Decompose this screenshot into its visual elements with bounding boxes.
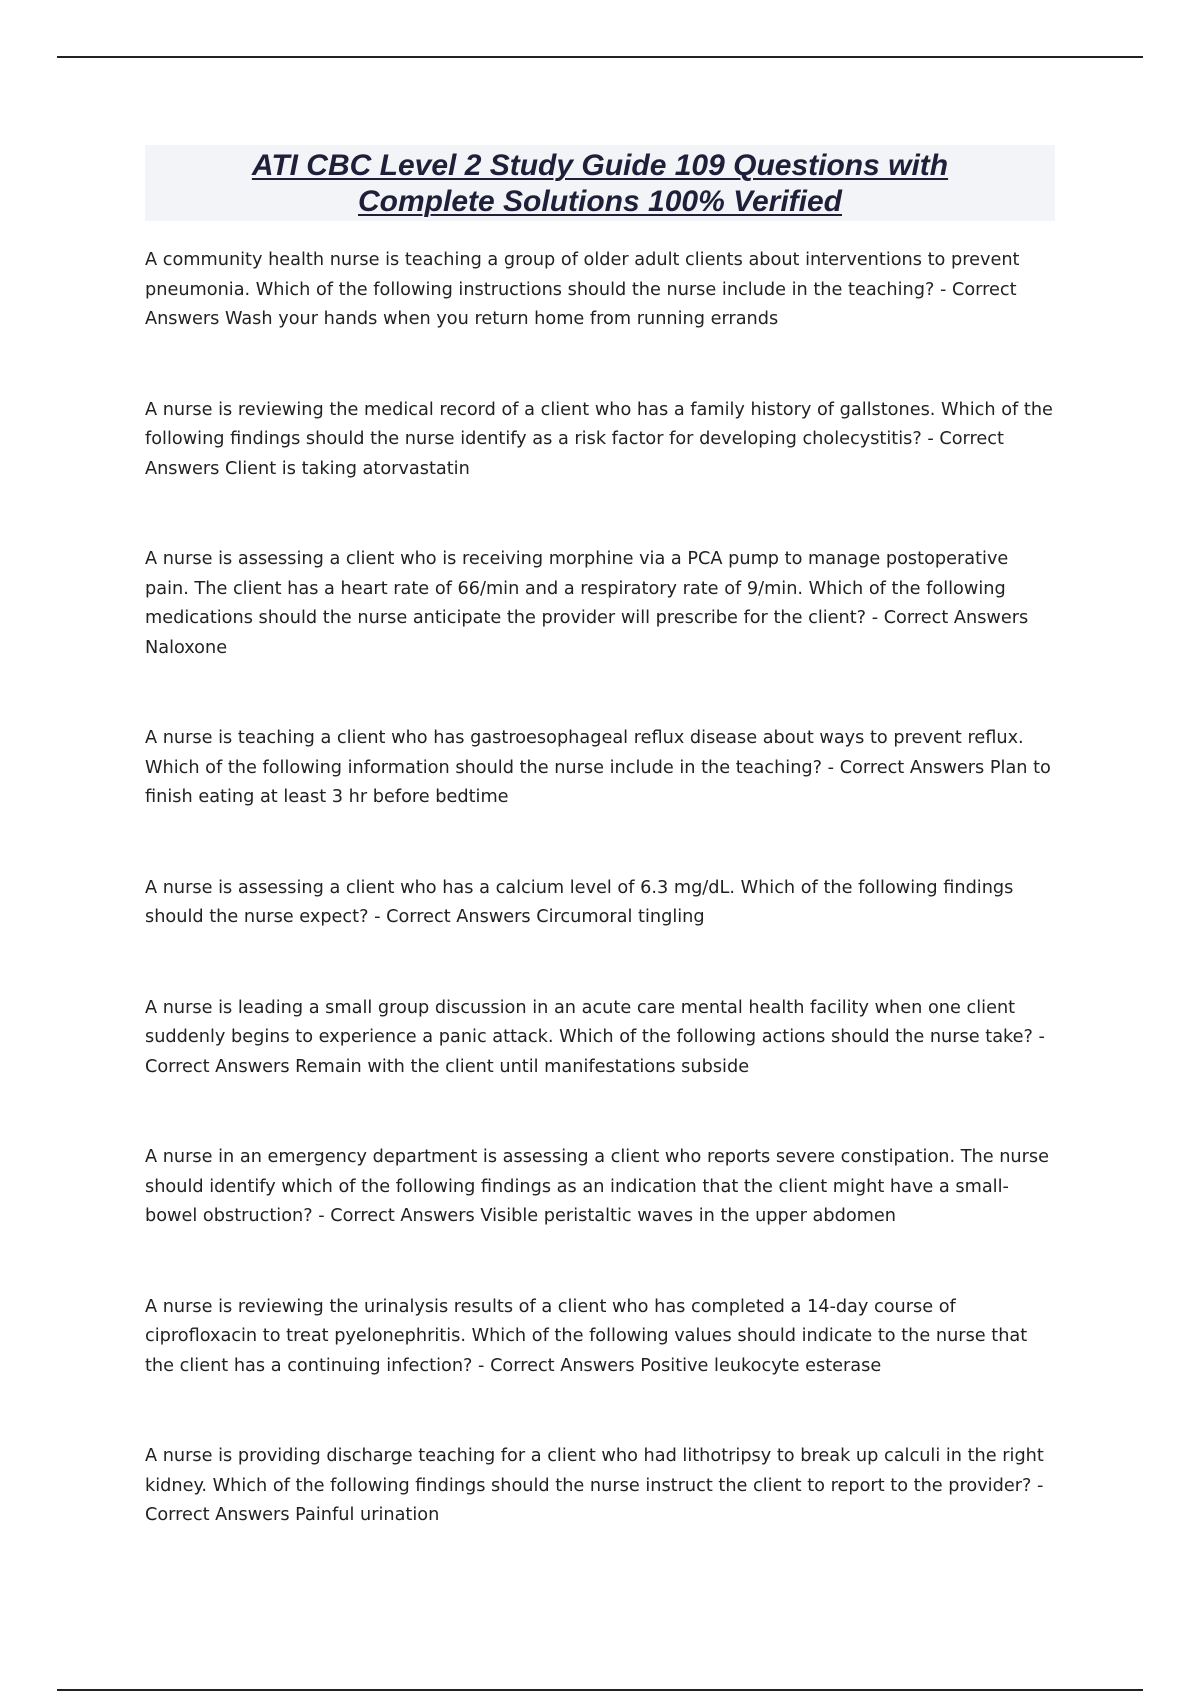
answer-text: Remain with the client until manifestations subside bbox=[295, 1056, 750, 1077]
qa-item bbox=[145, 1293, 1057, 1382]
title-line-2: Complete Solutions 100% Verified bbox=[358, 185, 842, 218]
answer-text: Positive leukocyte esterase bbox=[640, 1355, 882, 1376]
qa-item bbox=[145, 994, 1057, 1083]
answer-separator: - Correct Answers bbox=[866, 608, 1029, 628]
question-text: A nurse in an emergency department is assessing a client who reports severe constipation. The nurse should identify which of the following findings as an indication that the client might have a small-bowel obstruction? bbox=[145, 1147, 1050, 1226]
answer-separator: - Correct Answers bbox=[145, 1475, 1044, 1525]
question-text: A nurse is providing discharge teaching for a client who had lithotripsy to break up calculi in the right kidney. Which of the following findings should the nurse instruct the client to report to the provider? bbox=[145, 1446, 1044, 1496]
answer-text: Circumoral tingling bbox=[536, 907, 705, 927]
title-box bbox=[145, 145, 1055, 221]
question-text: A nurse is reviewing the medical record of a client who has a family history of gallstones. Which of the following findings should the nurse identify as a risk factor for developing cholecystitis? bbox=[145, 399, 1053, 449]
question-text: A nurse is leading a small group discussion in an acute care mental health facility when one client suddenly begins to experience a panic attack. Which of the following actions should the nurse take? bbox=[145, 997, 1033, 1047]
answer-separator: - Correct Answers bbox=[312, 1206, 481, 1226]
qa-item bbox=[145, 1442, 1057, 1531]
answer-text: Client is taking atorvastatin bbox=[224, 458, 470, 479]
qa-item bbox=[145, 545, 1057, 663]
answer-separator: - Correct Answers bbox=[822, 757, 990, 778]
top-rule bbox=[57, 56, 1143, 58]
answer-separator: - Correct Answers bbox=[145, 429, 1004, 479]
answer-separator: - Correct Answers bbox=[145, 1027, 1045, 1077]
qa-item bbox=[145, 246, 1057, 335]
answer-text: Plan to finish eating at least 3 hr before bedtime bbox=[145, 757, 1051, 807]
question-text: A nurse is teaching a client who has gastroesophageal reflux disease about ways to prevent reflux. Which of the following information should the nurse include in the teaching? bbox=[145, 728, 1024, 778]
answer-text: Visible peristaltic waves in the upper abdomen bbox=[480, 1206, 896, 1226]
title-line-1: ATI CBC Level 2 Study Guide 109 Questions with bbox=[251, 149, 949, 182]
answer-text: Naloxone bbox=[145, 637, 228, 658]
qa-item bbox=[145, 724, 1057, 813]
answer-separator: - Correct Answers bbox=[145, 279, 1017, 329]
qa-list bbox=[145, 246, 1057, 1531]
answer-text: Wash your hands when you return home from running errands bbox=[224, 309, 779, 329]
question-text: A nurse is reviewing the urinalysis results of a client who has completed a 14-day course of ciprofloxacin to treat pyelonephritis. Which of the following values should indicate to the nurse that the client has a continuing infection? bbox=[145, 1296, 1028, 1376]
answer-separator: - Correct Answers bbox=[472, 1355, 641, 1376]
qa-item bbox=[145, 874, 1057, 933]
answer-text: Painful urination bbox=[295, 1505, 440, 1525]
question-text: A nurse is assessing a client who is receiving morphine via a PCA pump to manage postoperative pain. The client has a heart rate of 66/min and a respiratory rate of 9/min. Which of the following medications should the nurse anticipate the provider will prescribe for the client? bbox=[145, 549, 1009, 628]
answer-separator: - Correct Answers bbox=[368, 907, 537, 927]
bottom-rule bbox=[57, 1689, 1143, 1691]
question-text: A community health nurse is teaching a group of older adult clients about interventions to prevent pneumonia. Which of the following instructions should the nurse include in the teaching? bbox=[145, 250, 1020, 300]
qa-item bbox=[145, 1143, 1057, 1232]
qa-item bbox=[145, 396, 1057, 485]
question-text: A nurse is assessing a client who has a calcium level of 6.3 mg/dL. Which of the following findings should the nurse expect? bbox=[145, 877, 1014, 927]
